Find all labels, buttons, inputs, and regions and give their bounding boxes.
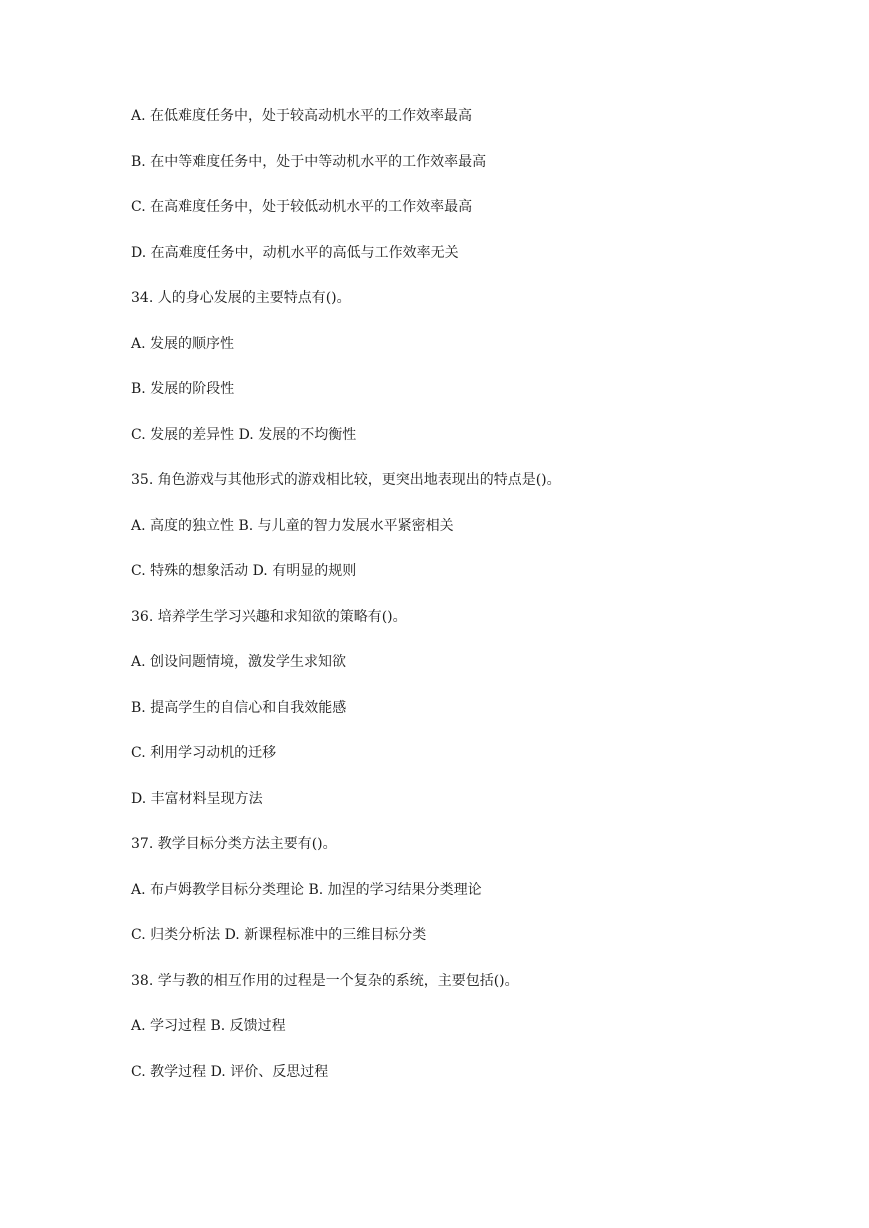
- option-34-cd: C. 发展的差异性 D. 发展的不均衡性: [131, 427, 357, 443]
- option-36-b: B. 提高学生的自信心和自我效能感: [131, 700, 347, 716]
- question-38: 38. 学与教的相互作用的过程是一个复杂的系统，主要包括()。: [131, 973, 519, 989]
- option-36-a: A. 创设问题情境，激发学生求知欲: [131, 654, 347, 670]
- option-35-ab: A. 高度的独立性 B. 与儿童的智力发展水平紧密相关: [131, 518, 454, 534]
- question-34: 34. 人的身心发展的主要特点有()。: [131, 290, 351, 306]
- option-37-cd: C. 归类分析法 D. 新课程标准中的三维目标分类: [131, 927, 427, 943]
- option-33-d: D. 在高难度任务中，动机水平的高低与工作效率无关: [131, 245, 459, 261]
- option-36-d: D. 丰富材料呈现方法: [131, 791, 263, 807]
- question-35: 35. 角色游戏与其他形式的游戏相比较，更突出地表现出的特点是()。: [131, 472, 561, 488]
- option-33-b: B. 在中等难度任务中，处于中等动机水平的工作效率最高: [131, 154, 487, 170]
- option-33-c: C. 在高难度任务中，处于较低动机水平的工作效率最高: [131, 199, 473, 215]
- option-34-b: B. 发展的阶段性: [131, 381, 235, 397]
- option-34-a: A. 发展的顺序性: [131, 336, 235, 352]
- question-36: 36. 培养学生学习兴趣和求知欲的策略有()。: [131, 609, 407, 625]
- option-36-c: C. 利用学习动机的迁移: [131, 745, 277, 761]
- option-33-a: A. 在低难度任务中，处于较高动机水平的工作效率最高: [131, 108, 473, 124]
- option-37-ab: A. 布卢姆教学目标分类理论 B. 加涅的学习结果分类理论: [131, 882, 482, 898]
- option-35-cd: C. 特殊的想象活动 D. 有明显的规则: [131, 563, 357, 579]
- option-38-cd: C. 教学过程 D. 评价、反思过程: [131, 1064, 329, 1080]
- option-38-ab: A. 学习过程 B. 反馈过程: [131, 1018, 286, 1034]
- question-37: 37. 教学目标分类方法主要有()。: [131, 836, 337, 852]
